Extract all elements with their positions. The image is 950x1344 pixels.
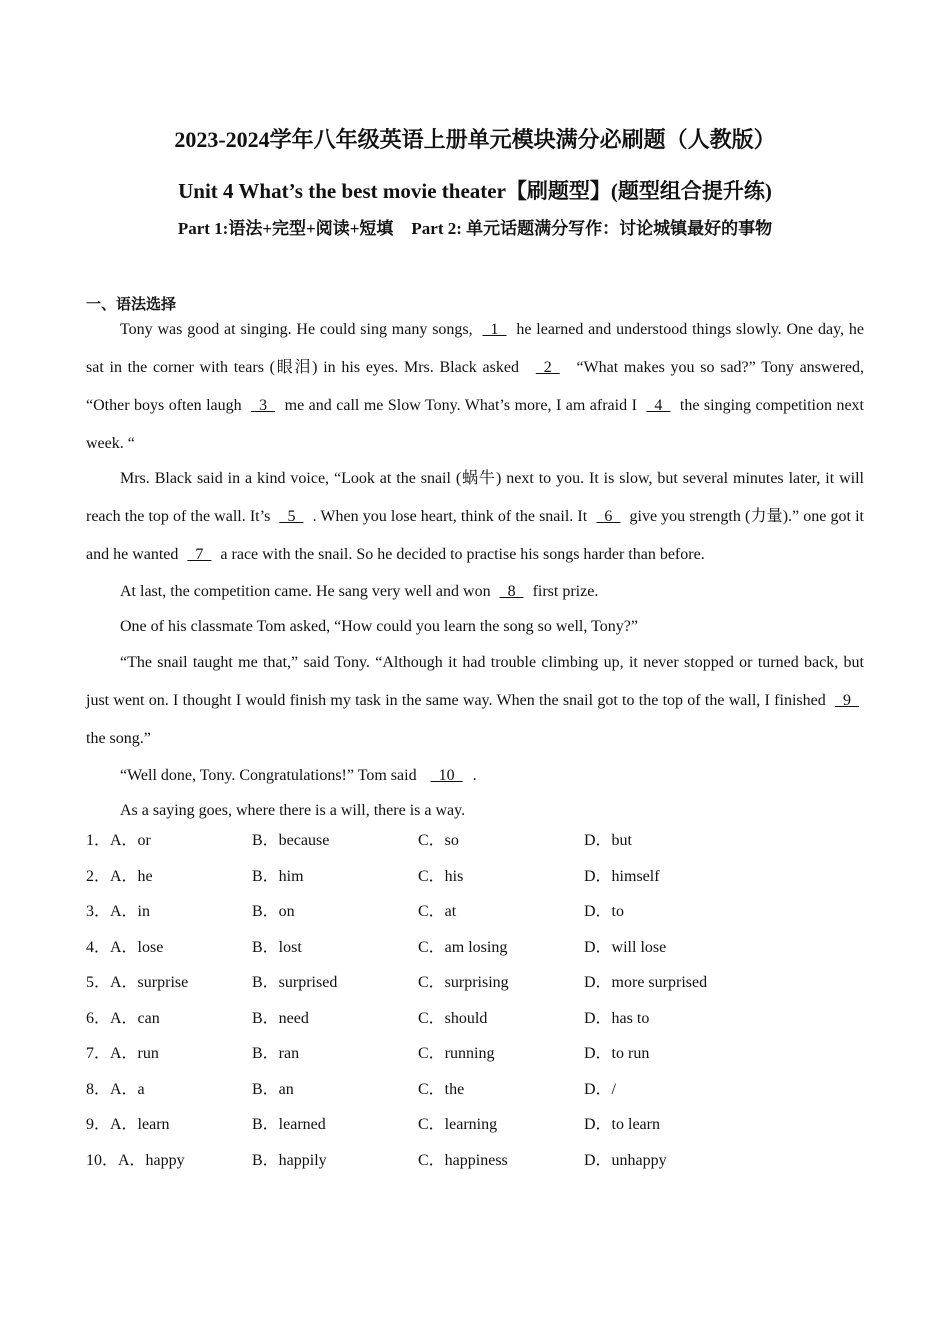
blank-6: 6 <box>596 508 621 525</box>
option-a: 3．A．in <box>86 903 151 920</box>
question-row-7 <box>86 1036 864 1072</box>
option-c: C．am losing <box>418 938 508 956</box>
question-row-10 <box>86 1143 864 1179</box>
blank-9: 9 <box>835 692 859 709</box>
passage-text: first prize. <box>528 583 599 600</box>
option-c: C．surprising <box>418 974 509 991</box>
option-a: 1．A．or <box>86 832 151 849</box>
passage-text: Mrs. Black said in a kind voice, “Look at the snail (蜗牛) next to you. It is slow, but several minutes later, it will reach the top of the wall. It’s <box>86 470 864 525</box>
passage-text: Tony was good at singing. He could sing many songs, <box>120 321 478 338</box>
passage-text: the song.” <box>86 730 151 747</box>
blank-8: 8 <box>499 583 524 600</box>
option-d: D．more surprised <box>584 974 708 991</box>
blank-10: 10 <box>430 767 463 784</box>
option-d: D．himself <box>584 867 660 885</box>
question-row-2 <box>86 859 864 895</box>
option-a: 9．A．learn <box>86 1116 170 1133</box>
passage-text: a race with the snail. So he decided to practise his songs harder than before. <box>216 546 705 563</box>
option-b: B．learned <box>252 1116 326 1133</box>
blank-7: 7 <box>187 546 212 563</box>
passage-paragraph-7: As a saying goes, where there is a will, there is a way. <box>120 802 466 819</box>
option-b: B．happily <box>252 1151 327 1169</box>
option-b: B．because <box>252 832 330 849</box>
question-row-5 <box>86 965 864 1001</box>
question-row-4 <box>86 930 864 966</box>
option-d: D．to <box>584 903 625 920</box>
option-b: B．on <box>252 903 295 920</box>
option-d: D．to learn <box>584 1116 660 1133</box>
option-b: B．an <box>252 1080 294 1098</box>
option-d: D．to run <box>584 1045 650 1062</box>
option-c: C．so <box>418 832 459 849</box>
passage-paragraph-2 <box>86 460 864 574</box>
option-b: B．need <box>252 1009 309 1027</box>
option-c: C．his <box>418 867 464 885</box>
passage-text: “What makes you so sad?” Tony answered, “Other boys often laugh <box>86 359 864 414</box>
option-b: B．him <box>252 867 304 885</box>
option-d: D．will lose <box>584 938 667 956</box>
question-row-9 <box>86 1107 864 1143</box>
option-a: 8．A．a <box>86 1080 145 1098</box>
option-b: B．lost <box>252 938 302 956</box>
passage-text: me and call me Slow Tony. What’s more, I am afraid I <box>280 397 642 414</box>
option-d: D．unhappy <box>584 1151 667 1169</box>
passage-text: “The snail taught me that,” said Tony. “Although it had trouble climbing up, it never stopped or turned back, but just went on. I thought I would finish my task in the same way. When the snail got to the top of the wall, I finished <box>86 654 864 709</box>
option-a: 5．A．surprise <box>86 974 189 991</box>
passage-paragraph-1 <box>86 311 864 463</box>
passage-paragraph-6 <box>86 758 864 793</box>
passage-paragraph-3 <box>86 574 864 609</box>
passage-paragraph-5 <box>86 644 864 758</box>
section-heading: 一、语法选择 <box>86 297 177 313</box>
option-a: 2．A．he <box>86 867 153 885</box>
option-a: 4．A．lose <box>86 938 164 956</box>
question-row-1 <box>86 823 864 859</box>
question-row-6 <box>86 1001 864 1037</box>
option-c: C．should <box>418 1009 488 1027</box>
question-row-8 <box>86 1072 864 1108</box>
passage-paragraph-4: One of his classmate Tom asked, “How could you learn the song so well, Tony?” <box>120 618 638 635</box>
blank-5: 5 <box>279 508 304 525</box>
option-a: 10．A．happy <box>86 1151 185 1169</box>
passage-text: At last, the competition came. He sang very well and won <box>120 583 495 600</box>
passage-text: . When you lose heart, think of the snail. It <box>308 508 592 525</box>
parts-subtitle <box>0 215 950 243</box>
option-d: D．but <box>584 832 633 849</box>
document-title: 2023-2024学年八年级英语上册单元模块满分必刷题（人教版） <box>174 127 776 152</box>
option-b: B．ran <box>252 1045 300 1062</box>
question-options <box>86 823 864 1178</box>
passage-text: he learned and understood things slowly. One day, he sat in the corner with tears (眼泪) in his eyes. Mrs. Black asked <box>86 321 865 376</box>
option-c: C．at <box>418 903 457 920</box>
reading-passage <box>86 311 864 828</box>
unit-title: Unit 4 What’s the best movie theater【刷题型】(题型组合提升练) <box>178 179 772 203</box>
option-c: C．happiness <box>418 1151 508 1169</box>
blank-3: 3 <box>251 397 276 414</box>
part2-label: Part 2: 单元话题满分写作：讨论城镇最好的事物 <box>411 219 773 238</box>
blank-2: 2 <box>535 359 560 376</box>
passage-text: give you strength (力量).” one got it and he wanted <box>86 508 864 563</box>
blank-1: 1 <box>482 321 507 338</box>
option-c: C．the <box>418 1080 465 1098</box>
option-c: C．running <box>418 1045 495 1062</box>
question-row-3 <box>86 894 864 930</box>
passage-text: “Well done, Tony. Congratulations!” Tom said <box>120 767 421 784</box>
option-b: B．surprised <box>252 974 338 991</box>
option-d: D．/ <box>584 1080 617 1098</box>
passage-text: . <box>472 767 477 784</box>
option-d: D．has to <box>584 1009 650 1027</box>
blank-4: 4 <box>646 397 671 414</box>
option-a: 6．A．can <box>86 1009 160 1027</box>
part1-label: Part 1:语法+完型+阅读+短填 <box>177 219 394 238</box>
passage-text: the singing competition next week. “ <box>86 397 864 452</box>
option-a: 7．A．run <box>86 1045 159 1062</box>
option-c: C．learning <box>418 1116 498 1133</box>
